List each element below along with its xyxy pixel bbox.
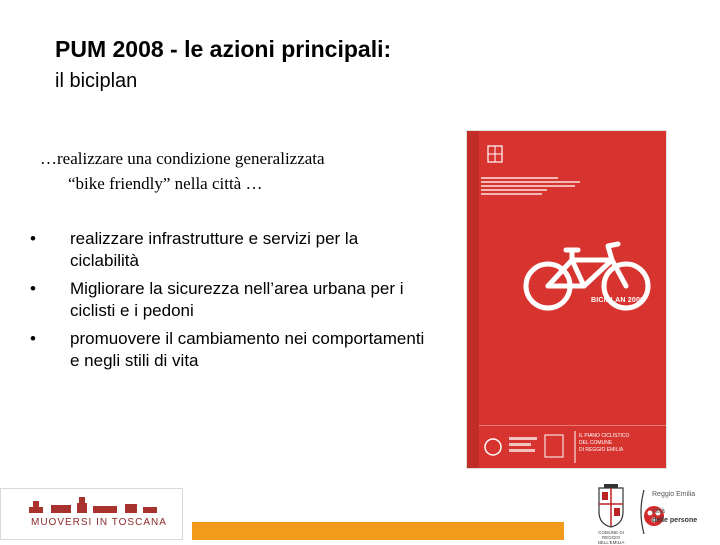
cover-bottom-logos [479, 425, 666, 468]
citta-delle-persone-text [652, 490, 697, 525]
bullet-item [30, 278, 430, 322]
tuscany-skyline-icon [29, 497, 159, 515]
bullet-list [30, 228, 430, 378]
cover-title-line-2: DEL COMUNE [579, 440, 613, 446]
comune-label [592, 530, 630, 545]
cover-title-line-1: IL PIANO CICLISTICO [579, 433, 630, 439]
cover-label: BICIPLAN 2008 [591, 297, 645, 304]
cover-title [579, 433, 629, 454]
bullet-text: Migliorare la sicurezza nell’area urbana per i ciclisti e i pedoni [70, 279, 404, 320]
muoversi-logo-text: MUOVERSI IN TOSCANA [31, 517, 167, 528]
brand-line-1: Reggio Emilia [652, 491, 696, 498]
comune-label-line-1: COMUNE DI [598, 530, 624, 535]
bullet-text: realizzare infrastrutture e servizi per la ciclabilità [70, 229, 359, 270]
biciplan-cover-image [466, 130, 667, 469]
quote-line-2: “bike friendly” nella città … [68, 174, 263, 193]
bullet-marker: • [30, 329, 36, 348]
slide-title: PUM 2008 - le azioni principali: [55, 36, 392, 62]
reggio-emilia-logos [586, 482, 720, 545]
bullet-marker: • [30, 279, 36, 298]
bullet-item [30, 228, 430, 272]
cover-title-line-3: DI REGGIO EMILIA [579, 447, 624, 453]
slide-subtitle: il biciplan [55, 70, 138, 92]
bullet-text: promuovere il cambiamento nei comportamenti e negli stili di vita [70, 329, 425, 370]
muoversi-in-toscana-logo [0, 488, 183, 540]
brand-line-2: città [652, 508, 665, 515]
coat-of-arms-icon [487, 145, 503, 163]
cover-sidebar-stripe [467, 131, 479, 468]
comune-coat-of-arms-icon [596, 484, 626, 528]
bullet-marker: • [30, 229, 36, 248]
brand-line-3: delle persone [652, 517, 698, 524]
footer-orange-bar [192, 522, 564, 540]
quote-block [40, 146, 325, 196]
comune-label-line-2: REGGIO NELL'EMILIA [597, 535, 625, 545]
bullet-item [30, 328, 430, 372]
cover-header-text-lines [481, 175, 591, 197]
quote-line-1: …realizzare una condizione generalizzata [40, 149, 325, 168]
